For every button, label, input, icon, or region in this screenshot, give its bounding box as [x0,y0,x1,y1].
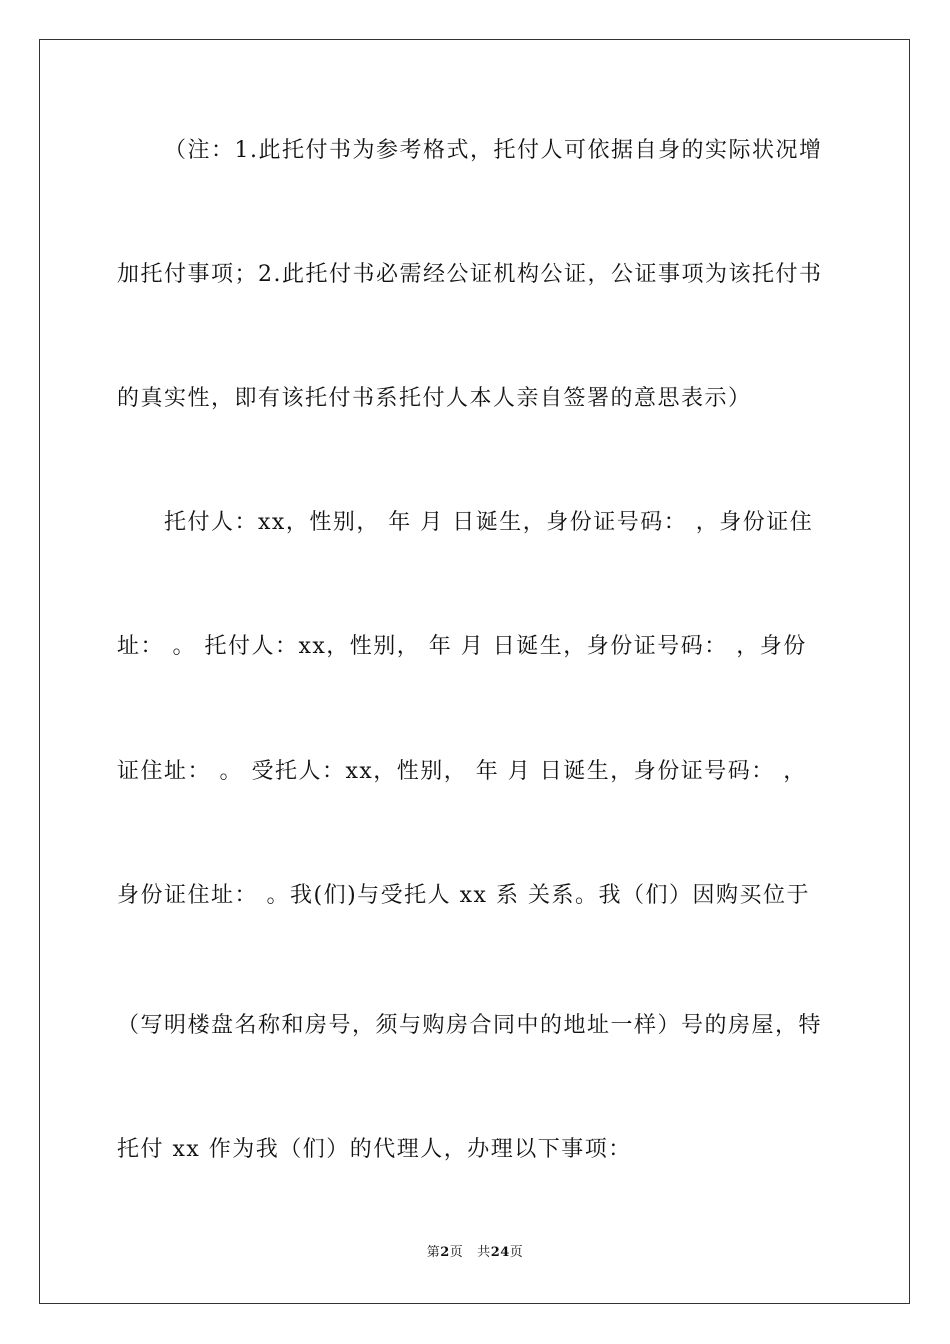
footer-total-pages: 24 [490,1245,510,1260]
footer-page-number: 2 [440,1245,450,1260]
paragraph-line-9: 托付 xx 作为我（们）的代理人，办理以下事项： [117,1137,632,1162]
paragraph-line-3: 的真实性，即有该托付书系托付人本人亲自签署的意思表示） [117,386,752,411]
paragraph-line-1: （注：1.此托付书为参考格式，托付人可依据自身的实际状况增 [164,138,823,163]
footer-page-suffix: 页 [449,1245,464,1260]
footer-page-prefix: 第 [426,1245,441,1260]
paragraph-line-7: 身份证住址： 。我(们)与受托人 xx 系 关系。我（们）因购买位于 [117,883,810,908]
footer-total-suffix: 页 [509,1245,524,1260]
paragraph-line-6: 证住址： 。 受托人：xx，性别， 年 月 日诞生，身份证号码： ， [117,759,807,784]
paragraph-line-4: 托付人：xx，性别， 年 月 日诞生，身份证号码： ，身份证住 [164,510,814,535]
paragraph-line-5: 址： 。 托付人：xx，性别， 年 月 日诞生，身份证号码： ，身份 [117,634,807,659]
footer-total-prefix: 共 [477,1245,491,1260]
page-footer [0,1244,950,1262]
paragraph-line-8: （写明楼盘名称和房号，须与购房合同中的地址一样）号的房屋，特 [117,1013,823,1038]
page-border [39,39,910,1304]
paragraph-line-2: 加托付事项；2.此托付书必需经公证机构公证，公证事项为该托付书 [117,262,823,287]
